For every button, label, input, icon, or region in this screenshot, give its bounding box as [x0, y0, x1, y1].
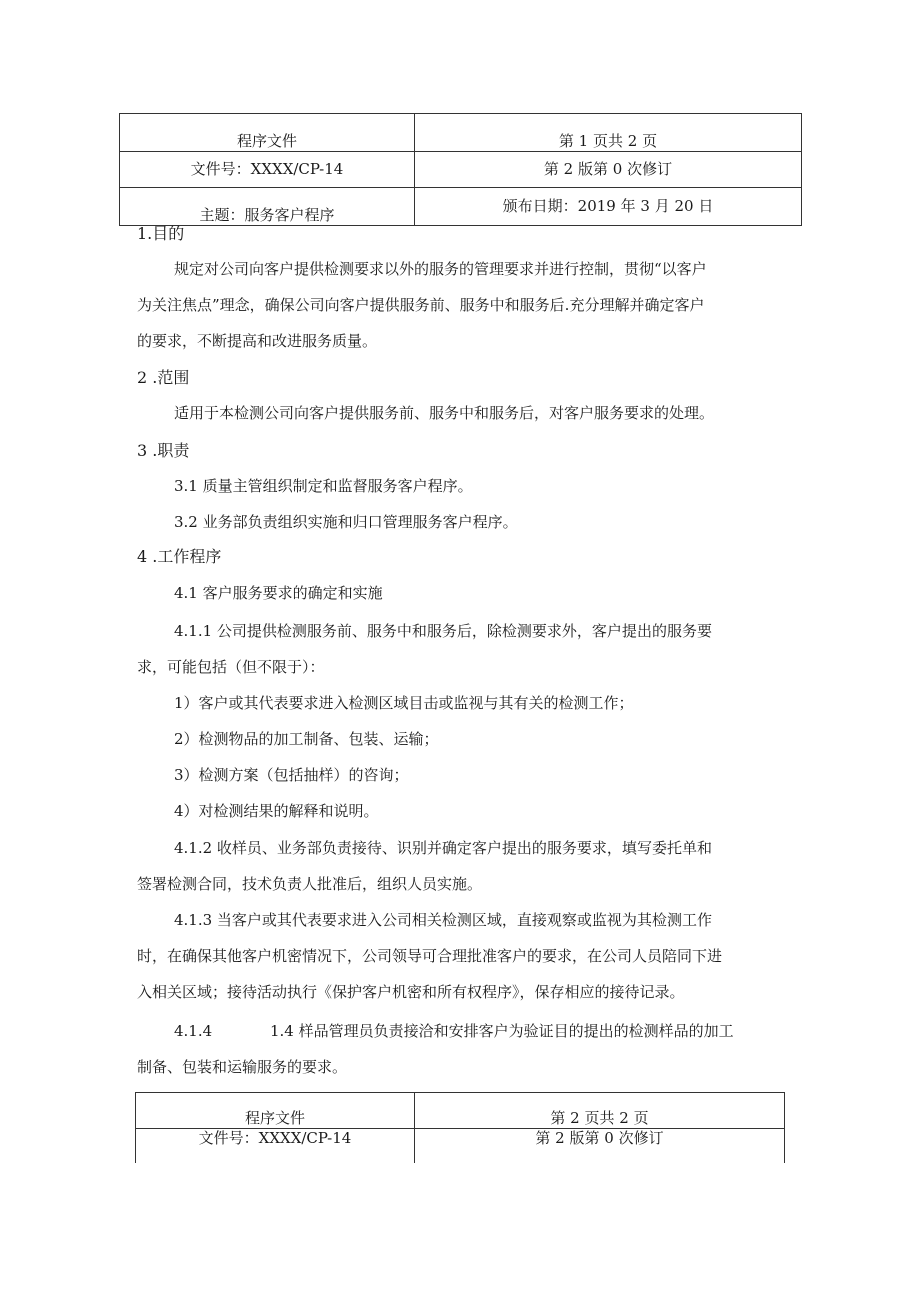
section-4-1-1-line1: 4.1.1 公司提供检测服务前、服务中和服务后，除检测要求外，客户提出的服务要 — [174, 622, 712, 640]
section-4-1-2-line2: 签署检测合同，技术负责人批准后，组织人员实施。 — [137, 875, 483, 893]
header-table-page2 — [135, 1092, 785, 1163]
section-4-1-1-line2: 求，可能包括（但不限于）： — [137, 658, 325, 676]
version-cell-page2: 第 2 版第 0 次修订 — [415, 1129, 785, 1164]
header-table-page1 — [119, 113, 802, 226]
section-1-title: 1.目的 — [137, 224, 185, 243]
section-4-1-3-line2: 时，在确保其他客户机密情况下，公司领导可合理批准客户的要求，在公司人员陪同下进 — [137, 947, 723, 965]
list-item-3: 3）检测方案（包括抽样）的咨询； — [174, 766, 409, 784]
section-4-1-3-line1: 4.1.3 当客户或其代表要求进入公司相关检测区域，直接观察或监视为其检测工作 — [174, 911, 712, 929]
file-number-cell-page2: 文件号：XXXX/CP-14 — [136, 1129, 415, 1164]
section-4-1-2-line1: 4.1.2 收样员、业务部负责接待、识别并确定客户提出的服务要求，填写委托单和 — [174, 839, 712, 857]
section-1-paragraph-line1: 规定对公司向客户提供检测要求以外的服务的管理要求并进行控制，贯彻“以客户 — [174, 260, 707, 278]
version-cell: 第 2 版第 0 次修订 — [415, 152, 802, 188]
subject-cell: 主题：服务客户程序 — [120, 188, 415, 226]
section-4-1-4-line1: 1.4 样品管理员负责接洽和安排客户为验证目的提出的检测样品的加工 — [270, 1022, 734, 1040]
page-info-cell-page2: 第 2 页共 2 页 — [415, 1093, 785, 1129]
list-item-1: 1）客户或其代表要求进入检测区域目击或监视与其有关的检测工作； — [174, 694, 634, 712]
section-4-1-3-line3: 入相关区域；接待活动执行《保护客户机密和所有权程序》，保存相应的接待记录。 — [137, 983, 685, 1001]
section-2-title: 2 .范围 — [137, 368, 190, 387]
section-4-1-4-number: 4.1.4 — [174, 1022, 213, 1040]
section-3-1: 3.1 质量主管组织制定和监督服务客户程序。 — [174, 477, 473, 495]
file-number-cell: 文件号：XXXX/CP-14 — [120, 152, 415, 188]
list-item-2: 2）检测物品的加工制备、包装、运输； — [174, 730, 439, 748]
doc-type-cell: 程序文件 — [120, 114, 415, 152]
issue-date-cell: 颁布日期：2019 年 3 月 20 日 — [415, 188, 802, 226]
section-1-paragraph-line3: 的要求，不断提高和改进服务质量。 — [137, 332, 378, 350]
doc-type-cell-page2: 程序文件 — [136, 1093, 415, 1129]
page-info-cell: 第 1 页共 2 页 — [415, 114, 802, 152]
section-4-1: 4.1 客户服务要求的确定和实施 — [174, 584, 383, 602]
section-4-title: 4 .工作程序 — [137, 547, 222, 566]
section-4-1-4-line2: 制备、包装和运输服务的要求。 — [137, 1058, 348, 1076]
section-2-paragraph: 适用于本检测公司向客户提供服务前、服务中和服务后，对客户服务要求的处理。 — [174, 404, 715, 422]
section-3-title: 3 .职责 — [137, 441, 190, 460]
section-3-2: 3.2 业务部负责组织实施和归口管理服务客户程序。 — [174, 513, 518, 531]
list-item-4: 4）对检测结果的解释和说明。 — [174, 802, 379, 820]
section-1-paragraph-line2: 为关注焦点”理念，确保公司向客户提供服务前、服务中和服务后.充分理解并确定客户 — [137, 296, 705, 314]
